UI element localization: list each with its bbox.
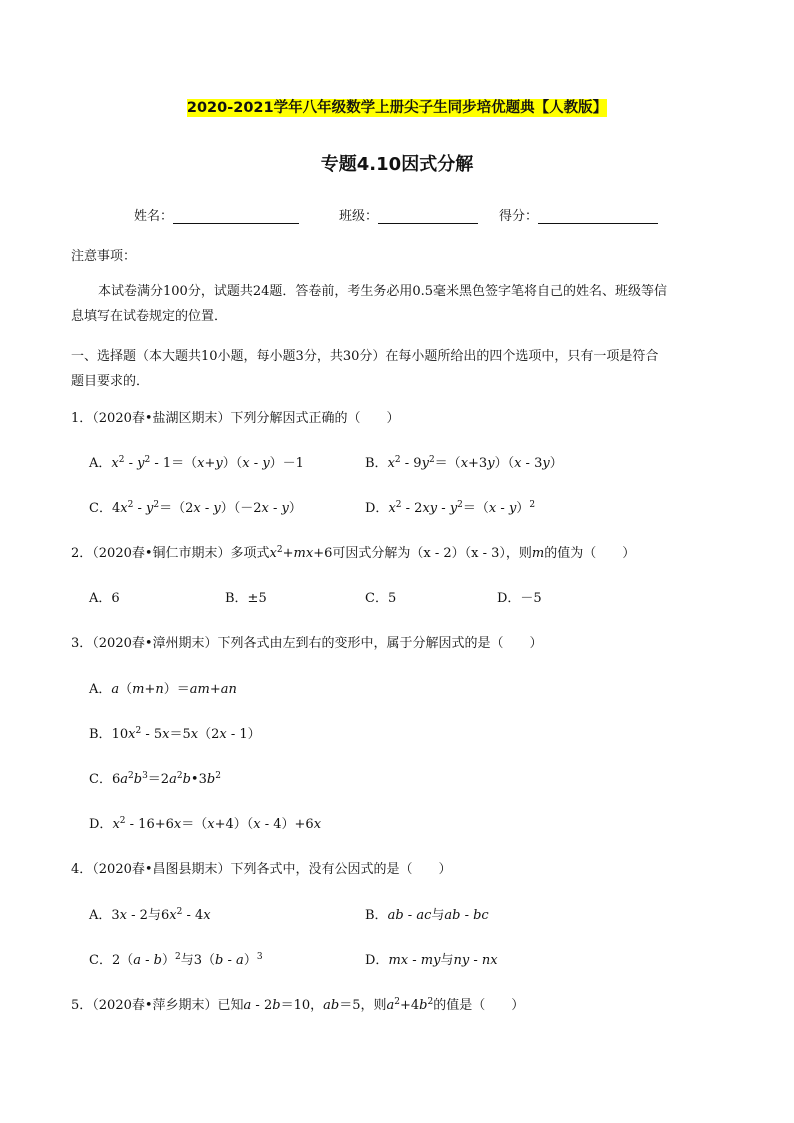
score-field[interactable] <box>499 205 658 224</box>
page-title: 专题4.10因式分解 <box>320 154 474 175</box>
notice-line-1: 本试卷满分100分，试题共24题．答卷前，考生务必用0.5毫米黑色签字笔将自己的姓名、班级等信 <box>98 284 668 299</box>
q4-option-a[interactable]: A．3x - 2与$6x^2 - 4x$ <box>89 907 211 923</box>
score-blank[interactable] <box>538 209 658 224</box>
q3-option-b[interactable]: B．$10x^2 - 5x=5x(2x - 1)$ <box>89 726 261 742</box>
banner-text: 2020-2021学年八年级数学上册尖子生同步培优题典【人教版】 <box>186 100 608 116</box>
q4-stem: 4．（2020春•昌图县期末）下列各式中，没有公因式的是（ ） <box>71 862 452 877</box>
q4-option-d[interactable]: D．mx - my与ny - nx <box>365 953 498 968</box>
q2-option-b[interactable]: B．±5 <box>225 591 267 606</box>
q1-option-c[interactable]: C．$4x^2 - y^2=(2x - y)(-2x - y)$ <box>89 500 302 516</box>
class-field[interactable] <box>339 205 478 224</box>
q3-option-c[interactable]: C．$6a^2b^3=2a^2b•3b^2$ <box>89 771 221 787</box>
q2-stem: 2．（2020春•铜仁市期末）多项式$x^2+mx+6$可因式分解为（x - 2）（x - 3），则m的值为（ ） <box>71 545 636 561</box>
q1-option-d[interactable]: D．$x^2 - 2xy - y^2=(x - y)^2$ <box>365 500 536 516</box>
name-blank[interactable] <box>173 209 299 224</box>
score-label: 得分： <box>499 209 539 224</box>
q5-stem: 5．（2020春•萍乡期末）已知a - 2b＝10，ab＝5，则$a^2+4b^2$的值是（ ） <box>71 997 525 1013</box>
class-blank[interactable] <box>378 209 478 224</box>
notice-line-2: 息填写在试卷规定的位置． <box>71 309 228 324</box>
name-label: 姓名： <box>134 209 174 224</box>
notice-heading: 注意事项： <box>71 249 137 264</box>
section1-line-2: 题目要求的． <box>71 374 150 389</box>
q1-option-b[interactable]: B．$x^2 - 9y^2=(x+3y)(x - 3y)$ <box>365 455 563 471</box>
q3-option-a[interactable]: A．a（m+n）＝am+an <box>89 682 237 697</box>
q3-stem: 3．（2020春•漳州期末）下列各式由左到右的变形中，属于分解因式的是（ ） <box>71 636 543 651</box>
name-field[interactable] <box>134 205 299 224</box>
q3-option-d[interactable]: D．$x^2 - 16+6x=(x+4)(x - 4)+6x$ <box>89 816 322 832</box>
section1-line-1: 一、选择题（本大题共10小题，每小题3分，共30分）在每小题所给出的四个选项中，只有一项是符合 <box>71 349 659 364</box>
q2-option-c[interactable]: C．5 <box>365 591 397 606</box>
series-banner <box>0 96 794 117</box>
q4-option-b[interactable]: B．ab - ac与ab - bc <box>365 908 489 923</box>
q1-stem: 1．（2020春•盐湖区期末）下列分解因式正确的（ ） <box>71 411 400 426</box>
q4-option-c[interactable]: C．2（a - b）$^2$与3（b - a）$^3$ <box>89 952 263 968</box>
q1-option-a[interactable]: A．$x^2 - y^2 - 1=(x+y)(x - y)-1$ <box>89 455 304 471</box>
q2-option-d[interactable]: D．－5 <box>497 591 542 606</box>
class-label: 班级： <box>339 209 379 224</box>
q2-option-a[interactable]: A．6 <box>89 591 120 606</box>
